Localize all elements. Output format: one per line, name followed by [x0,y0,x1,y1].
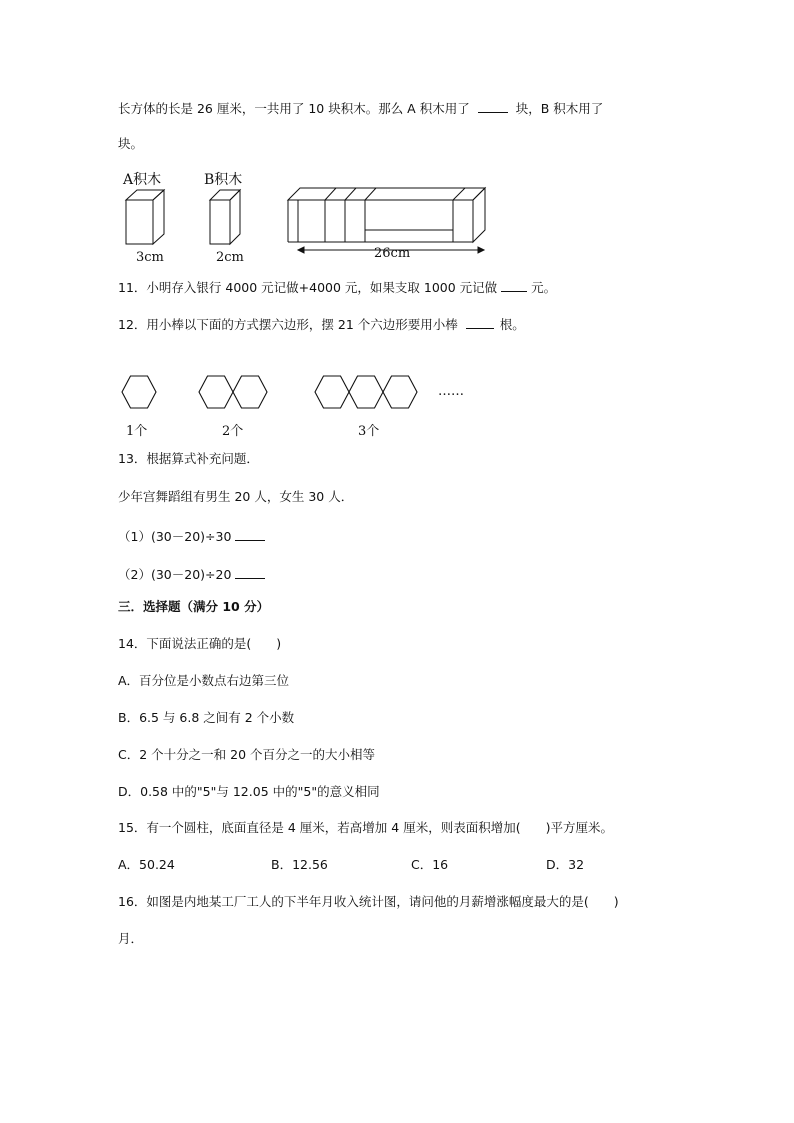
q15-option-b[interactable]: B．12.56 [271,857,328,872]
q10-line1 [118,100,603,116]
a-block-label: A积木 [123,172,162,188]
q14-option-c[interactable]: C．2 个十分之一和 20 个百分之一的大小相等 [118,747,376,762]
hexagon-3a [315,376,349,408]
q12-blank[interactable] [466,316,494,329]
q14-option-b[interactable]: B．6.5 与 6.8 之间有 2 个小数 [118,710,295,725]
q15-stem: 15．有一个圆柱，底面直径是 4 厘米，若高增加 4 厘米，则表面积增加( )平方厘米。 [118,820,613,835]
hex-label-1: 1个 [126,424,148,439]
hexagon-3b [349,376,383,408]
length-label: 26cm [374,246,411,261]
block-figure [118,168,498,266]
q16-line2: 月． [118,931,144,946]
section-title: 三．选择题（满分 10 分） [118,599,270,614]
hexagon-figure [118,368,478,442]
q13-blank-2[interactable] [235,566,265,579]
ellipsis: …… [438,384,464,399]
q14-option-d[interactable]: D．0.58 中的"5"与 12.05 中的"5"的意义相同 [118,784,380,799]
q12-line [118,316,525,332]
q10-text-mid: 块，B 积木用了 [515,101,604,116]
hex-label-2: 2个 [222,424,244,439]
q16-line1: 16．如图是内地某工厂工人的下半年月收入统计图，请问他的月薪增涨幅度最大的是( ) [118,894,619,909]
cuboid-shape [288,188,485,242]
b-block-label: B积木 [204,172,243,188]
q11-line [118,279,556,295]
q13-item1-text: （1）(30－20)÷30 [118,529,232,544]
q14-option-a[interactable]: A．百分位是小数点右边第三位 [118,673,290,688]
b-block-shape [210,190,240,244]
q13-item2 [118,566,265,582]
hexagon-2b [233,376,267,408]
hexagon-3c [383,376,417,408]
hex-label-3: 3个 [358,424,380,439]
q13-blank-1[interactable] [235,528,265,541]
q12-text-post: 根。 [499,317,525,332]
q13-context: 少年宫舞蹈组有男生 20 人，女生 30 人． [118,489,354,504]
q11-text-pre: 11．小明存入银行 4000 元记做+4000 元，如果支取 1000 元记做 [118,280,498,295]
q12-text-pre: 12．用小棒以下面的方式摆六边形，摆 21 个六边形要用小棒 [118,317,458,332]
q13-title: 13．根据算式补充问题． [118,451,259,466]
q13-item1 [118,528,265,544]
q14-stem: 14．下面说法正确的是( ) [118,636,282,651]
q10-line2: 块。 [118,136,144,151]
q11-blank[interactable] [501,279,527,292]
a-width-label: 3cm [136,250,164,265]
q15-option-d[interactable]: D．32 [546,857,585,872]
q10-text-pre: 长方体的长是 26 厘米，一共用了 10 块积木。那么 A 积木用了 [118,101,470,116]
hexagon-1 [122,376,156,408]
a-block-shape [126,190,164,244]
q15-options [118,859,678,873]
hexagon-2a [199,376,233,408]
q11-text-post: 元。 [531,280,557,295]
q15-option-a[interactable]: A．50.24 [118,857,175,872]
b-width-label: 2cm [216,250,244,265]
q10-blank-a[interactable] [478,100,508,113]
q15-option-c[interactable]: C．16 [411,857,449,872]
q13-item2-text: （2）(30－20)÷20 [118,567,232,582]
